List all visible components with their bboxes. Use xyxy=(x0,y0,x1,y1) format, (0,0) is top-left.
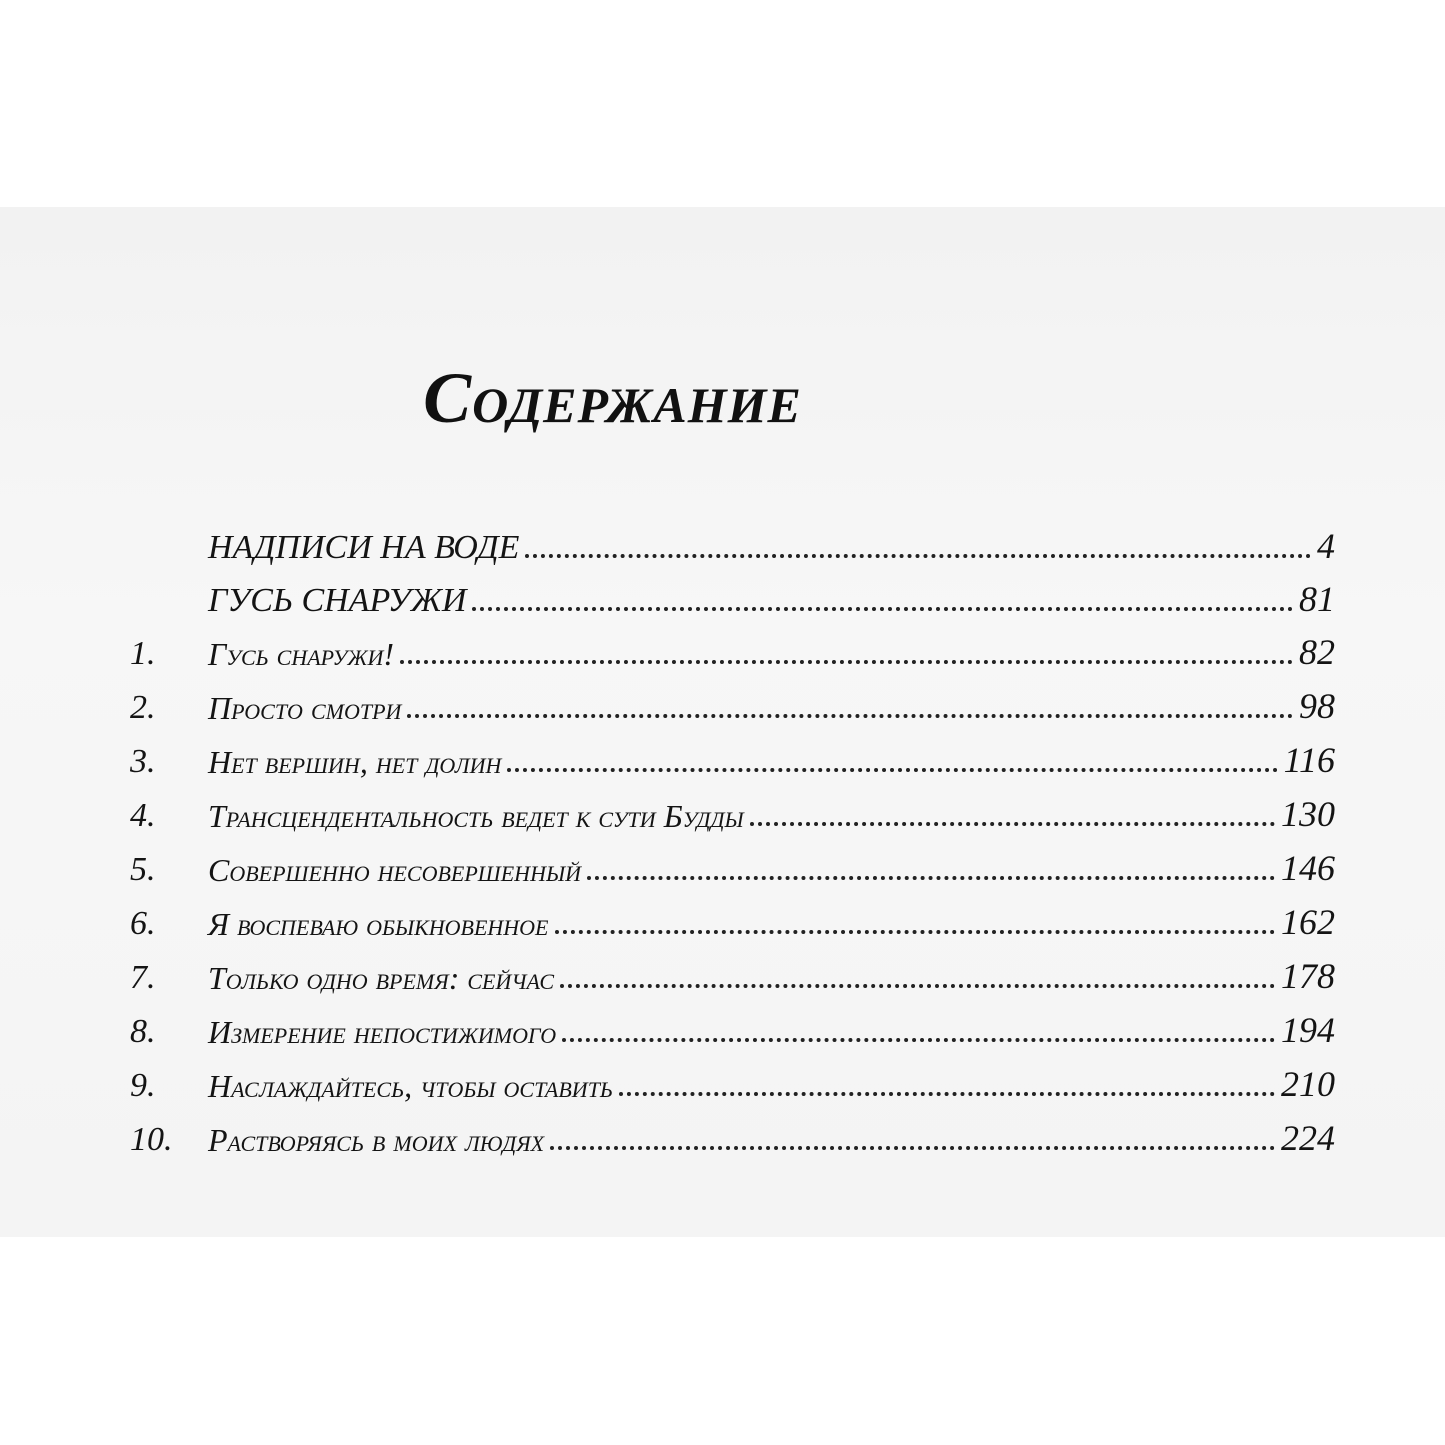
toc-entry-page: 4 xyxy=(1317,526,1335,566)
toc-entry-label: Совершенно несовершенный xyxy=(208,852,582,888)
toc-entry-chapter-6 xyxy=(130,893,1335,943)
toc-entry-number: 3. xyxy=(130,743,156,780)
toc-entry-label: Измерение непостижимого xyxy=(208,1014,557,1050)
toc-entry-number: 6. xyxy=(130,905,156,942)
toc-entry-page: 82 xyxy=(1299,632,1335,672)
dot-leader xyxy=(560,983,1275,988)
toc-entry-chapter-10 xyxy=(130,1109,1335,1159)
dot-leader xyxy=(400,659,1293,664)
dot-leader xyxy=(750,821,1275,826)
book-page xyxy=(0,207,1445,1237)
toc-entry-label: ГУСЬ СНАРУЖИ xyxy=(208,582,467,619)
toc-entry-number: 1. xyxy=(130,635,156,672)
toc-entry-number: 2. xyxy=(130,689,156,726)
dot-leader xyxy=(407,713,1293,718)
toc-entry-chapter-8 xyxy=(130,1001,1335,1051)
toc-entry-chapter-9 xyxy=(130,1055,1335,1105)
toc-entry-page: 162 xyxy=(1281,902,1335,942)
toc-entry-page: 146 xyxy=(1281,848,1335,888)
toc-entry-number: 10. xyxy=(130,1121,173,1158)
toc-entry-page: 130 xyxy=(1281,794,1335,834)
toc-entry-label: Наслаждайтесь, чтобы оставить xyxy=(208,1068,613,1104)
toc-entry-page: 194 xyxy=(1281,1010,1335,1050)
toc-entry-label: Нет вершин, нет долин xyxy=(208,744,502,780)
toc-entry-chapter-4 xyxy=(130,785,1335,835)
page-title: Содержание xyxy=(423,358,802,438)
toc-entry-page: 81 xyxy=(1299,579,1335,619)
toc-entry-chapter-2 xyxy=(130,677,1335,727)
dot-leader xyxy=(587,875,1275,880)
toc-entry-page: 224 xyxy=(1281,1118,1335,1158)
toc-entry-chapter-3 xyxy=(130,731,1335,781)
dot-leader xyxy=(550,1145,1275,1150)
dot-leader xyxy=(525,553,1311,558)
dot-leader xyxy=(562,1037,1275,1042)
toc-entry-label: Я воспеваю обыкновенное xyxy=(208,906,549,942)
toc-entry-label: Трансцендентальность ведет к сути Будды xyxy=(208,798,744,834)
toc-entry-number: 4. xyxy=(130,797,156,834)
toc-entry-page: 210 xyxy=(1281,1064,1335,1104)
toc-entry-part-1 xyxy=(208,517,1335,567)
toc-entry-page: 98 xyxy=(1299,686,1335,726)
toc-entry-label: Растворяясь в моих людях xyxy=(208,1122,545,1158)
toc-entry-chapter-1 xyxy=(130,623,1335,673)
toc-entry-label: НАДПИСИ НА ВОДЕ xyxy=(208,529,520,566)
toc-entry-label: Просто смотри xyxy=(208,690,402,726)
toc-entry-number: 8. xyxy=(130,1013,156,1050)
toc-entry-page: 116 xyxy=(1283,740,1335,780)
toc-entry-label: Гусь снаружи! xyxy=(208,636,395,672)
toc-entry-part-2 xyxy=(208,570,1335,620)
toc-entry-page: 178 xyxy=(1281,956,1335,996)
toc-entry-number: 7. xyxy=(130,959,156,996)
dot-leader xyxy=(472,606,1293,611)
dot-leader xyxy=(507,767,1277,772)
toc-entry-number: 9. xyxy=(130,1067,156,1104)
toc-entry-label: Только одно время: сейчас xyxy=(208,960,555,996)
toc-entry-number: 5. xyxy=(130,851,156,888)
toc-entry-chapter-7 xyxy=(130,947,1335,997)
toc-entry-chapter-5 xyxy=(130,839,1335,889)
dot-leader xyxy=(619,1091,1275,1096)
dot-leader xyxy=(555,929,1276,934)
